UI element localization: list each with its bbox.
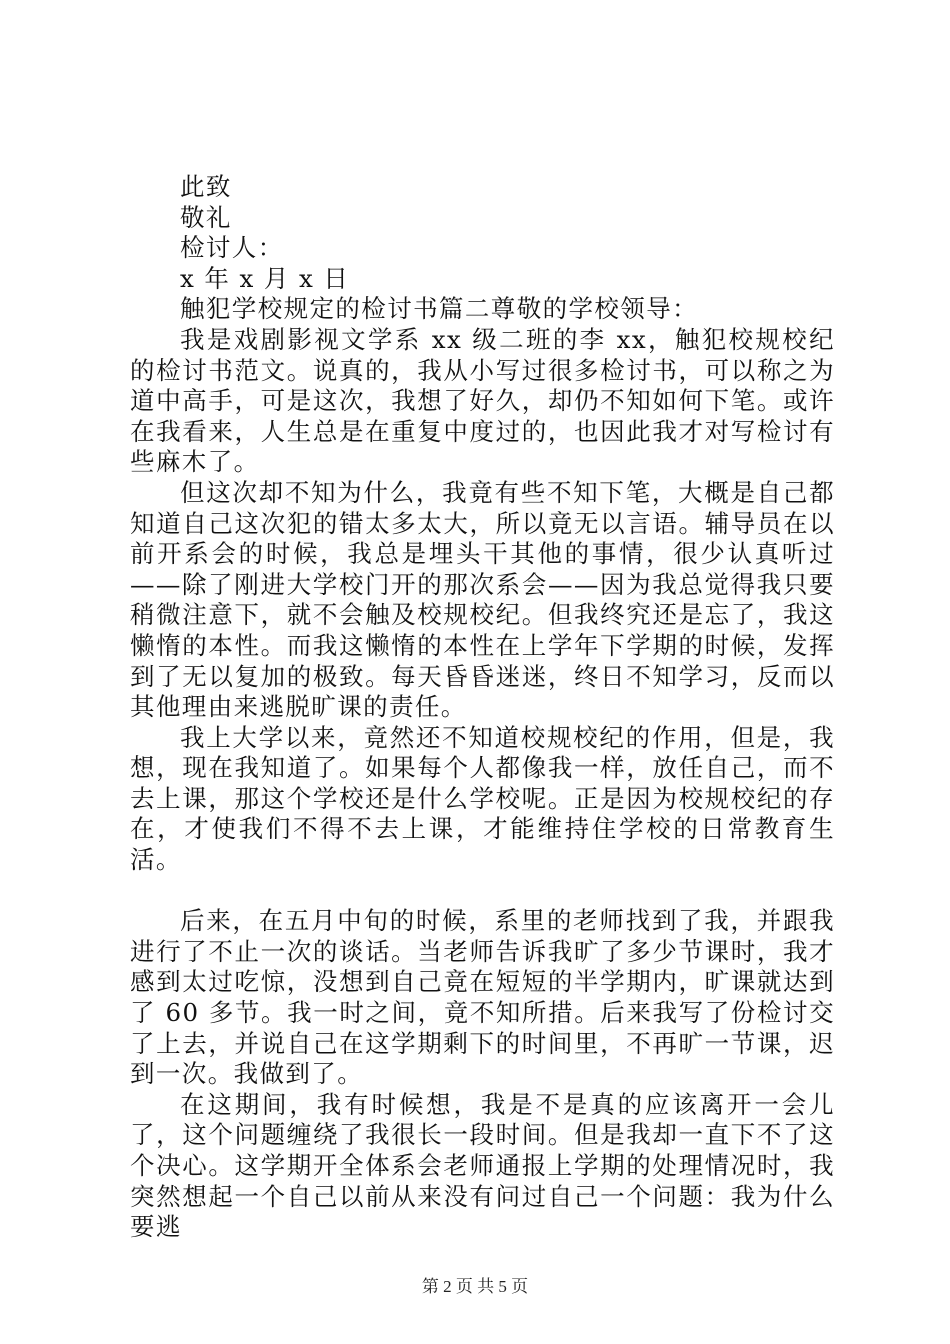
- date-line: x 年 x 月 x 日: [180, 263, 350, 293]
- blank-line: [130, 876, 835, 907]
- paragraph-5: 在这期间，我有时候想，我是不是真的应该离开一会儿了，这个问题缠绕了我很长一段时间。但是我却一直下不了这个决心。这学期开全体系会老师通报上学期的处理情况时，我突然想起一个自己以前从来没有问过自己一个问题：我为什么要逃: [130, 1089, 835, 1242]
- closing-line-2: 敬礼: [180, 202, 232, 232]
- paragraph-1: 我是戏剧影视文学系 xx 级二班的李 xx，触犯校规校纪的检讨书范文。说真的，我从小写过很多检讨书，可以称之为道中高手，可是这次，我想了好久，却仍不知如何下笔。或许在我看来，人生总是在重复中度过的，也因此我才对写检讨有些麻木了。: [130, 324, 835, 477]
- signer-label: 检讨人：: [180, 233, 284, 263]
- closing-line-1: 此致: [180, 172, 232, 201]
- section-heading: 触犯学校规定的检讨书篇二尊敬的学校领导：: [180, 294, 698, 324]
- paragraph-2: 但这次却不知为什么，我竟有些不知下笔，大概是自己都知道自己这次犯的错太多太大，所以竟无以言语。辅导员在以前开系会的时候，我总是埋头干其他的事情，很少认真听过——除了刚进大学校门开的那次系会——因为我总觉得我只要稍微注意下，就不会触及校规校纪。但我终究还是忘了，我这懒惰的本性。而我这懒惰的本性在上学年下学期的时候，发挥到了无以复加的极致。每天昏昏迷迷，终日不知学习，反而以其他理由来逃脱旷课的责任。: [130, 477, 835, 722]
- document-body: [130, 172, 835, 1243]
- paragraph-4: 后来，在五月中旬的时候，系里的老师找到了我，并跟我进行了不止一次的谈话。当老师告诉我旷了多少节课时，我才感到太过吃惊，没想到自己竟在短短的半学期内，旷课就达到了 60 多节。我一时之间，竟不知所措。后来我写了份检讨交了上去，并说自己在这学期剩下的时间里，不再旷一节课，迟到一次。我做到了。: [130, 906, 835, 1089]
- page-footer: 第 2 页 共 5 页: [421, 1277, 529, 1296]
- paragraph-3: 我上大学以来，竟然还不知道校规校纪的作用，但是，我想，现在我知道了。如果每个人都像我一样，放任自己，而不去上课，那这个学校还是什么学校呢。正是因为校规校纪的存在，才使我们不得不去上课，才能维持住学校的日常教育生活。: [130, 722, 835, 875]
